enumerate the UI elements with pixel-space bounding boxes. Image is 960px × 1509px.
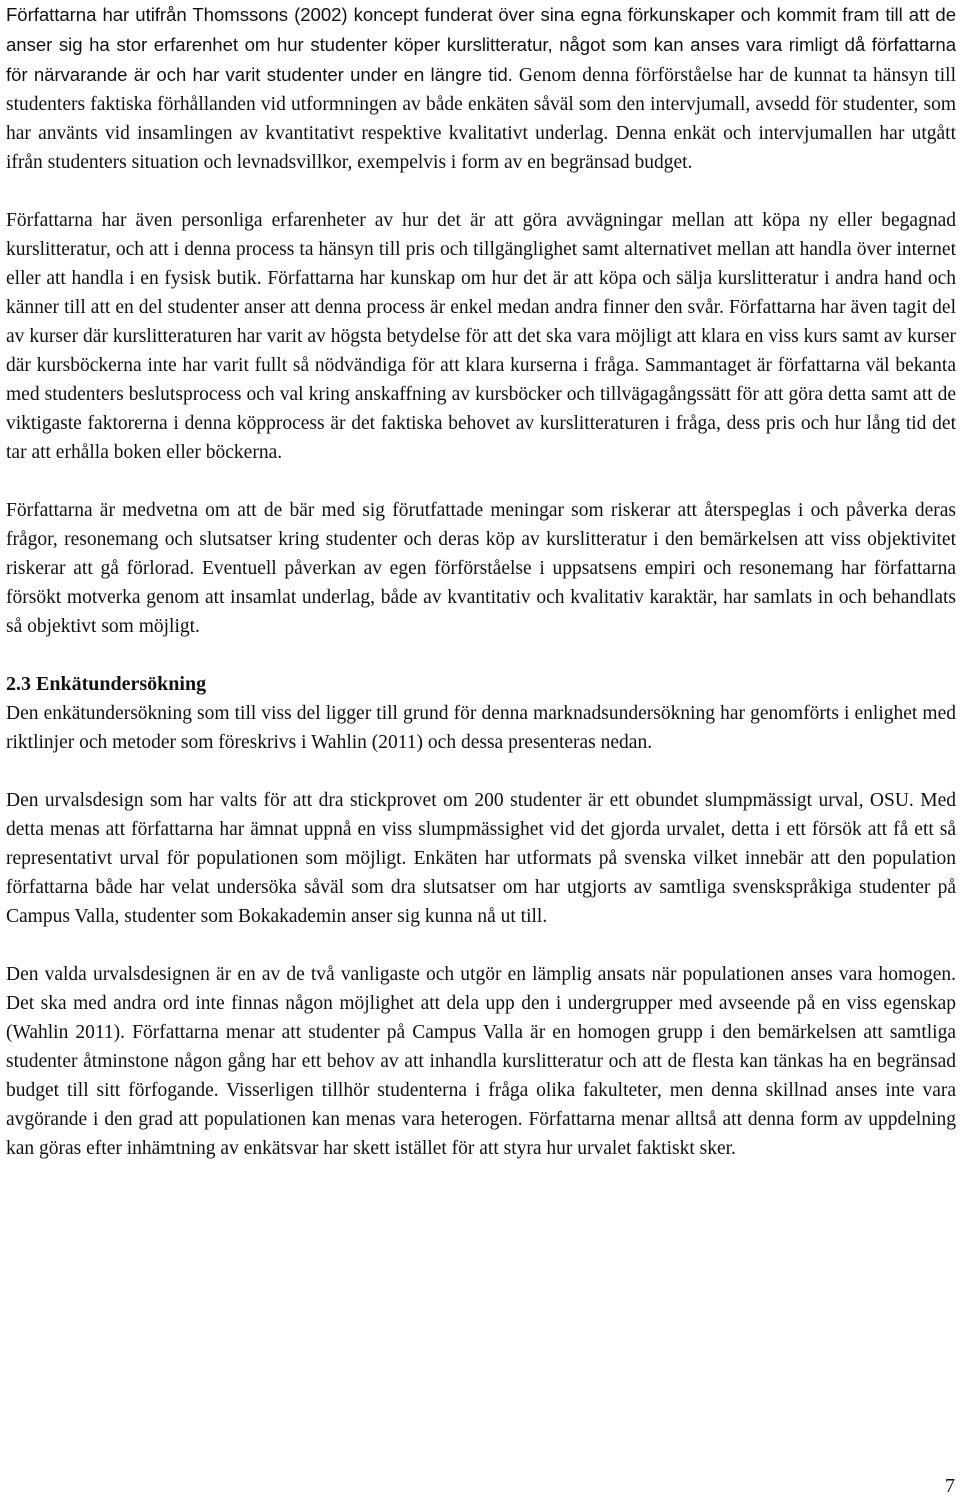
- paragraph-preunderstanding: [6, 0, 956, 177]
- paragraph-body-text: Författarna är medvetna om att de bär med sig förutfattade meningar som riskerar att återspeglas i och påverka deras frågor, resonemang och slutsatser kring studenter och deras köp av kurslitteratur i den bemärkelsen att viss objektivitet riskerar att gå förlorad. Eventuell påverkan av egen förförståelse i uppsatsens empiri och resonemang har författarna försökt motverka genom att insamlat underlag, både av kvantitativ och kvalitativ karaktär, har samlats in och behandlats så objektivt som möjligt.: [6, 500, 956, 637]
- paragraph-sampling-design: Den urvalsdesign som har valts för att dra stickprovet om 200 studenter är ett obundet slumpmässigt urval, OSU. Med detta menas att författarna har ämnat uppnå en viss slumpmässighet vid det gjorda urvalet, detta i ett försök att få ett så representativt urval för populationen som möjligt. Enkäten har utformats på svenska vilket innebär att den population författarna både har velat undersöka såväl som dra slutsatser om har utgjorts av samtliga svenskspråkiga studenter på Campus Valla, studenter som Bokakademin anser sig kunna nå ut till.: [6, 790, 956, 927]
- paragraph-body-text: Genom denna förförståelse har de kunnat ta hänsyn till studenters faktiska förhållanden vid utformningen av både enkäten såväl som den intervjumall, avsedd för studenter, som har använts vid insamlingen av kvantitativt respektive kvalitativt underlag. Denna enkät och intervjumallen har utgått ifrån studenters situation och levnadsvillkor, exempelvis i form av en begränsad budget.: [6, 65, 957, 173]
- paragraph-survey-intro: Den enkätundersökning som till viss del ligger till grund för denna marknadsundersökning har genomförts i enlighet med riktlinjer och metoder som föreskrivs i Wahlin (2011) och dessa presenteras nedan.: [6, 703, 956, 753]
- paragraph-personal-experience: [6, 206, 956, 467]
- document-page: [6, 0, 956, 1163]
- paragraph-awareness: [6, 496, 956, 641]
- paragraph-lead-text: Författarna har utifrån Thomssons (2002) koncept funderat över sina egna förkunskaper och kommit fram till att de anser sig ha stor erfarenhet om hur studenter köper kurslitteratur, något som kan anses vara rimligt då författarna för närvarande är och har varit studenter under en längre tid.: [6, 4, 956, 85]
- paragraph-homogeneous-population: Den valda urvalsdesignen är en av de två vanligaste och utgör en lämplig ansats när populationen anses vara homogen. Det ska med andra ord inte finnas någon möjlighet att dela upp den i undergrupper med avseende på en viss egenskap (Wahlin 2011). Författarna menar att studenter på Campus Valla är en homogen grupp i den bemärkelsen att samtliga studenter åtminstone någon gång har ett behov av att inhandla kurslitteratur och att de flesta kan tänkas ha en begränsad budget till sitt förfogande. Visserligen tillhör studenterna i fråga olika fakulteter, men denna skillnad anses inte vara avgörande i den grad att populationen kan menas vara heterogen. Författarna menar alltså att denna form av uppdelning kan göras efter inhämtning av enkätsvar har skett istället för att styra hur urvalet faktiskt sker.: [6, 964, 956, 1159]
- paragraph-body-text: Författarna har även personliga erfarenheter av hur det är att göra avvägningar mellan att köpa ny eller begagnad kurslitteratur, och att i denna process ta hänsyn till pris och tillgänglighet samt alternativet mellan att handla över internet eller att handla i en fysisk butik. Författarna har kunskap om hur det är att köpa och sälja kurslitteratur i andra hand och känner till att en del studenter anser att denna process är enkel medan andra finner den svår. Författarna har även tagit del av kurser där kurslitteraturen har varit av högsta betydelse för att det ska vara möjligt att klara en viss kurs samt av kurser där kursböckerna inte har varit fullt så nödvändiga för att klara kurserna i fråga. Sammantaget är författarna väl bekanta med studenters beslutsprocess och val kring anskaffning av kursböcker och tillvägagångssätt för att göra detta samt att de viktigaste faktorerna i denna köpprocess är det faktiska behovet av kurslitteraturen i fråga, dess pris och hur lång tid det tar att erhålla boken eller böckerna.: [6, 210, 956, 463]
- page-number: 7: [945, 1475, 955, 1497]
- section-heading: 2.3 Enkätundersökning: [6, 673, 207, 695]
